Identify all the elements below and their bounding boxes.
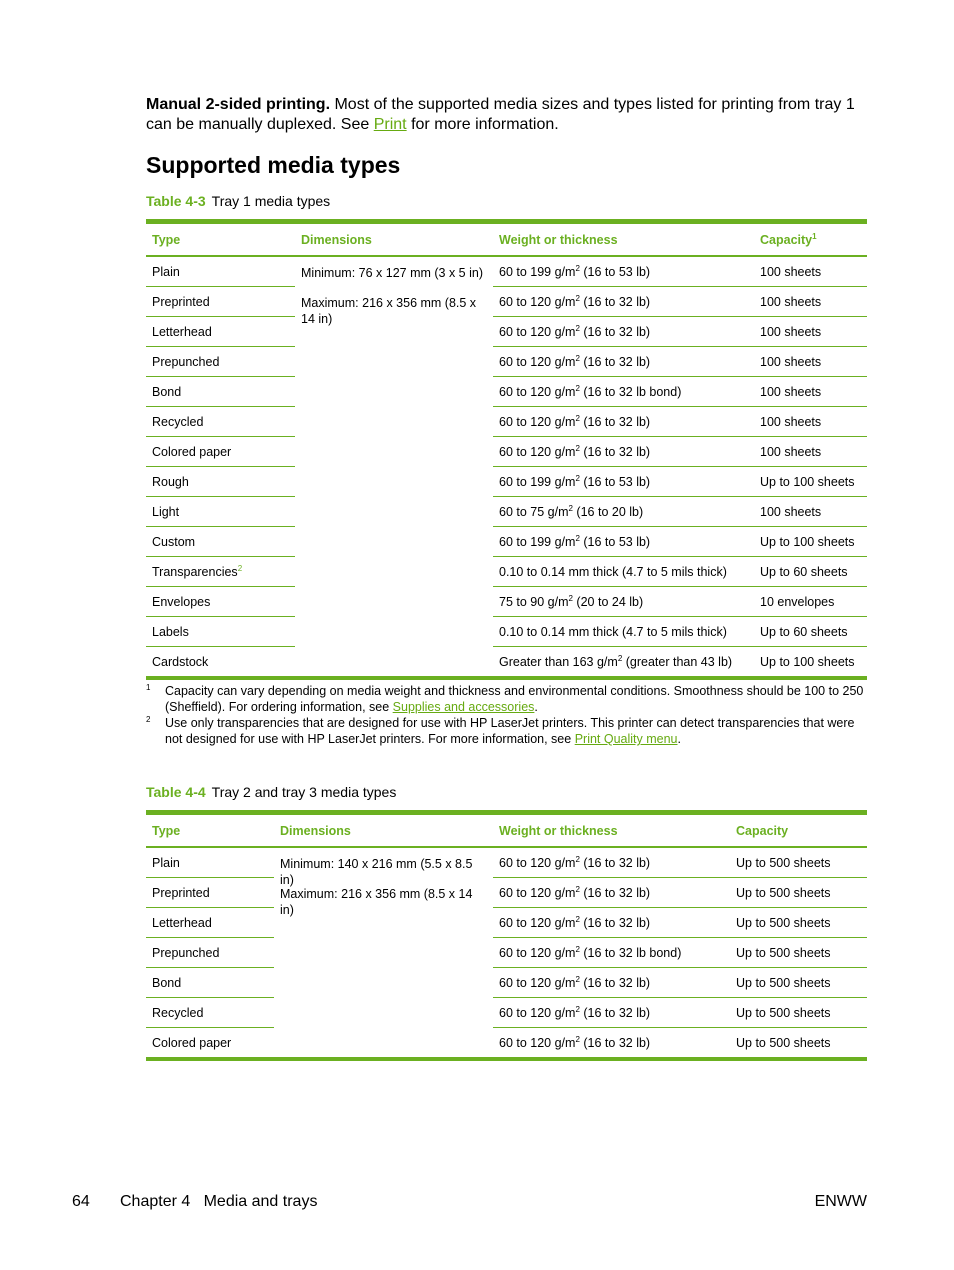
cell-weight [493,347,754,377]
table-row [146,467,867,497]
cell-type [146,527,295,557]
weight-unit-exponent: 2 [575,914,580,924]
cell-capacity: 100 sheets [754,347,867,377]
footnote-2-end: . [677,732,681,746]
cell-capacity: 100 sheets [754,287,867,317]
table-row [146,968,867,998]
cell-capacity: Up to 500 sheets [730,998,867,1028]
cell-type [146,878,274,908]
cell-type [146,437,295,467]
weight-value: 60 to 120 g/m [499,414,576,429]
page-number: 64 [72,1193,90,1210]
cell-capacity: Up to 500 sheets [730,1028,867,1060]
weight-value: 60 to 120 g/m [499,444,576,459]
cell-capacity: Up to 100 sheets [754,647,867,679]
cell-type [146,347,295,377]
cell-weight [493,878,730,908]
weight-unit-exponent: 2 [575,443,580,453]
cell-type [146,407,295,437]
media-type: Colored paper [152,1035,232,1050]
table2-caption [146,784,396,800]
header-type: Type [152,823,181,838]
media-type: Letterhead [152,915,212,930]
media-type: Custom [152,534,196,549]
cell-weight [493,847,730,878]
weight-value: 60 to 120 g/m [499,384,576,399]
cell-weight [493,437,754,467]
cell-weight [493,587,754,617]
cell-weight [493,287,754,317]
cell-weight [493,467,754,497]
header-dimensions: Dimensions [280,823,351,838]
footnote-ref-1: 1 [812,231,817,241]
weight-value: 75 to 90 g/m [499,594,569,609]
weight-unit-exponent: 2 [575,944,580,954]
weight-detail: (greater than 43 lb) [622,654,733,669]
weight-value: 60 to 199 g/m [499,474,576,489]
table-row [146,437,867,467]
media-type: Labels [152,624,189,639]
cell-type [146,647,295,679]
weight-detail: (16 to 32 lb) [579,1005,651,1020]
cell-dimensions [274,847,493,1059]
cell-weight [493,1028,730,1060]
header-capacity-label: Capacity [760,232,813,247]
media-type: Colored paper [152,444,232,459]
header-weight: Weight or thickness [499,232,618,247]
weight-unit-exponent: 2 [617,653,623,663]
cell-weight [493,968,730,998]
table-row [146,847,867,878]
weight-value: 60 to 199 g/m [499,534,576,549]
cell-capacity: 100 sheets [754,317,867,347]
cell-weight [493,256,754,287]
media-type: Bond [152,975,182,990]
table2-caption-text: Tray 2 and tray 3 media types [211,784,397,800]
media-type: Cardstock [152,654,209,669]
cell-weight [493,497,754,527]
cell-capacity: 100 sheets [754,407,867,437]
cell-capacity: Up to 60 sheets [754,557,867,587]
table-header-row [146,222,867,257]
weight-value: 60 to 120 g/m [499,354,576,369]
table1-caption-number: Table 4-3 [146,193,206,209]
print-link[interactable]: Print [373,115,407,133]
weight-detail: (16 to 32 lb) [579,885,651,900]
media-type: Transparencies [152,564,238,579]
cell-type [146,287,295,317]
weight-unit-exponent: 2 [575,353,580,363]
table-row [146,497,867,527]
weight-value: 60 to 199 g/m [499,264,576,279]
weight-detail: (20 to 24 lb) [572,594,644,609]
weight-unit-exponent: 2 [568,593,573,603]
header-dimensions: Dimensions [301,232,372,247]
cell-type [146,256,295,287]
weight-detail: (16 to 53 lb) [579,534,651,549]
cell-weight [493,647,754,679]
table-row [146,647,867,679]
weight-unit-exponent: 2 [568,503,573,513]
dimensions-max: Maximum: 216 x 356 mm (8.5 x 14 in) [280,887,473,917]
weight-unit-exponent: 2 [575,383,580,393]
weight-unit-exponent: 2 [575,1034,580,1044]
cell-capacity: 100 sheets [754,377,867,407]
table-row [146,256,867,287]
media-type: Plain [152,855,180,870]
intro-text-end: for more information. [406,115,559,133]
weight-value: 60 to 120 g/m [499,1005,576,1020]
cell-type [146,968,274,998]
weight-detail: (16 to 32 lb) [579,294,651,309]
media-type: Recycled [152,414,204,429]
media-type: Prepunched [152,354,220,369]
cell-weight [493,557,754,587]
weight-unit-exponent: 2 [575,293,580,303]
weight-value: 60 to 120 g/m [499,975,576,990]
dimensions-min: Minimum: 76 x 127 mm (3 x 5 in) [301,266,483,280]
cell-type [146,617,295,647]
table-row [146,908,867,938]
intro-text: Most of the supported media sizes and types listed for printing from tray 1 can be manually duplexed. See [146,96,855,133]
weight-detail: (16 to 32 lb) [579,855,651,870]
weight-detail: (16 to 32 lb) [579,354,651,369]
cell-type [146,998,274,1028]
cell-type [146,938,274,968]
header-capacity: Capacity [736,823,789,838]
dimensions-max: Maximum: 216 x 356 mm (8.5 x 14 in) [301,296,477,326]
footnote-1-text: Capacity can vary depending on media weight and thickness and environmental conditions. Smoothness should be 100 to 250 (Sheffield). For ordering information, see [165,684,864,714]
cell-capacity: Up to 100 sheets [754,467,867,497]
cell-weight [493,527,754,557]
footnote-2-text: Use only transparencies that are designed for use with HP LaserJet printers. This printer can detect transparencies that were not designed for use with HP LaserJet printers. For more information, see [165,716,855,746]
weight-detail: (16 to 32 lb) [579,915,651,930]
cell-type [146,557,295,587]
weight-detail: (16 to 32 lb bond) [579,384,682,399]
footnote-ref-2: 2 [237,563,243,573]
media-type: Envelopes [152,594,211,609]
weight-unit-exponent: 2 [575,533,580,543]
cell-weight [493,377,754,407]
weight-unit-exponent: 2 [575,413,580,423]
cell-capacity: 100 sheets [754,437,867,467]
weight-unit-exponent: 2 [575,1004,580,1014]
cell-capacity: Up to 60 sheets [754,617,867,647]
tray1-media-table [146,219,867,680]
intro-bold: Manual 2-sided printing. [146,96,331,113]
cell-weight [493,908,730,938]
media-type: Rough [152,474,189,489]
table-row [146,407,867,437]
footnote-2 [146,715,867,747]
weight-value: 60 to 120 g/m [499,945,576,960]
table-row [146,527,867,557]
cell-capacity: 100 sheets [760,264,822,279]
weight-unit-exponent: 2 [575,473,580,483]
weight-detail: (16 to 20 lb) [572,504,644,519]
footnote-2-mark: 2 [146,715,151,724]
cell-weight [493,938,730,968]
weight-detail: (16 to 53 lb) [579,474,651,489]
cell-type [146,908,274,938]
section-heading: Supported media types [146,152,401,178]
table-row [146,938,867,968]
cell-type [146,847,274,878]
media-type: Plain [152,264,180,279]
cell-capacity: Up to 500 sheets [730,908,867,938]
weight-detail: (16 to 32 lb) [579,1035,651,1050]
cell-weight [493,998,730,1028]
cell-type [146,317,295,347]
header-weight: Weight or thickness [499,823,618,838]
cell-weight [493,617,754,647]
table2-caption-number: Table 4-4 [146,784,206,800]
table-row [146,287,867,317]
intro-paragraph [146,95,867,134]
cell-capacity: Up to 500 sheets [730,938,867,968]
weight-value: 60 to 120 g/m [499,855,576,870]
cell-capacity: Up to 500 sheets [730,968,867,998]
weight-unit-exponent: 2 [575,974,580,984]
header-capacity [754,222,867,257]
table-row [146,617,867,647]
media-type: Light [152,504,180,519]
weight-value: 60 to 120 g/m [499,294,576,309]
cell-capacity: Up to 100 sheets [754,527,867,557]
cell-type [146,467,295,497]
cell-capacity: Up to 500 sheets [730,878,867,908]
cell-dimensions [295,256,493,678]
table-row [146,1028,867,1060]
weight-detail: (16 to 32 lb) [579,414,651,429]
weight-value: 0.10 to 0.14 mm thick (4.7 to 5 mils thick) [499,624,727,639]
weight-unit-exponent: 2 [575,323,580,333]
tray2-tray3-media-table [146,810,867,1061]
cell-capacity: 100 sheets [754,497,867,527]
cell-weight [493,407,754,437]
weight-detail: (16 to 32 lb) [579,324,651,339]
cell-type [146,377,295,407]
weight-value: Greater than 163 g/m [499,654,618,669]
weight-value: 60 to 120 g/m [499,1035,576,1050]
weight-value: 0.10 to 0.14 mm thick (4.7 to 5 mils thick) [499,564,727,579]
cell-type [146,497,295,527]
table1-footnotes [146,683,867,747]
table-header-row [146,813,867,848]
media-type: Bond [152,384,182,399]
weight-detail: (16 to 32 lb) [579,444,651,459]
dimensions-min: Minimum: 140 x 216 mm (5.5 x 8.5 in) [280,857,473,887]
cell-type [146,1028,274,1060]
cell-type [146,587,295,617]
media-type: Preprinted [152,294,210,309]
weight-value: 60 to 120 g/m [499,324,576,339]
media-type: Recycled [152,1005,204,1020]
header-type: Type [152,232,181,247]
table-row [146,878,867,908]
table-row [146,587,867,617]
footnote-1-end: . [534,700,538,714]
table-row [146,377,867,407]
supplies-link[interactable]: Supplies and accessories [392,700,535,714]
table-row [146,998,867,1028]
table-row [146,317,867,347]
weight-value: 60 to 120 g/m [499,915,576,930]
weight-unit-exponent: 2 [575,854,580,864]
table1-caption-text: Tray 1 media types [211,193,331,209]
media-type: Letterhead [152,324,212,339]
cell-capacity: 10 envelopes [754,587,867,617]
print-quality-menu-link[interactable]: Print Quality menu [574,732,678,746]
table-row [146,347,867,377]
table1-caption [146,193,330,209]
document-code: ENWW [814,1193,867,1210]
chapter-title: Chapter 4 Media and trays [120,1193,318,1210]
media-type: Prepunched [152,945,220,960]
weight-detail: (16 to 32 lb) [579,975,651,990]
weight-unit-exponent: 2 [575,263,580,273]
footnote-1-mark: 1 [146,683,151,692]
weight-detail: (16 to 32 lb bond) [579,945,682,960]
media-type: Preprinted [152,885,210,900]
table-row [146,557,867,587]
footnote-1 [146,683,867,715]
cell-weight [493,317,754,347]
weight-value: 60 to 75 g/m [499,504,569,519]
weight-detail: (16 to 53 lb) [579,264,651,279]
cell-capacity: Up to 500 sheets [736,855,831,870]
weight-unit-exponent: 2 [575,884,580,894]
weight-value: 60 to 120 g/m [499,885,576,900]
